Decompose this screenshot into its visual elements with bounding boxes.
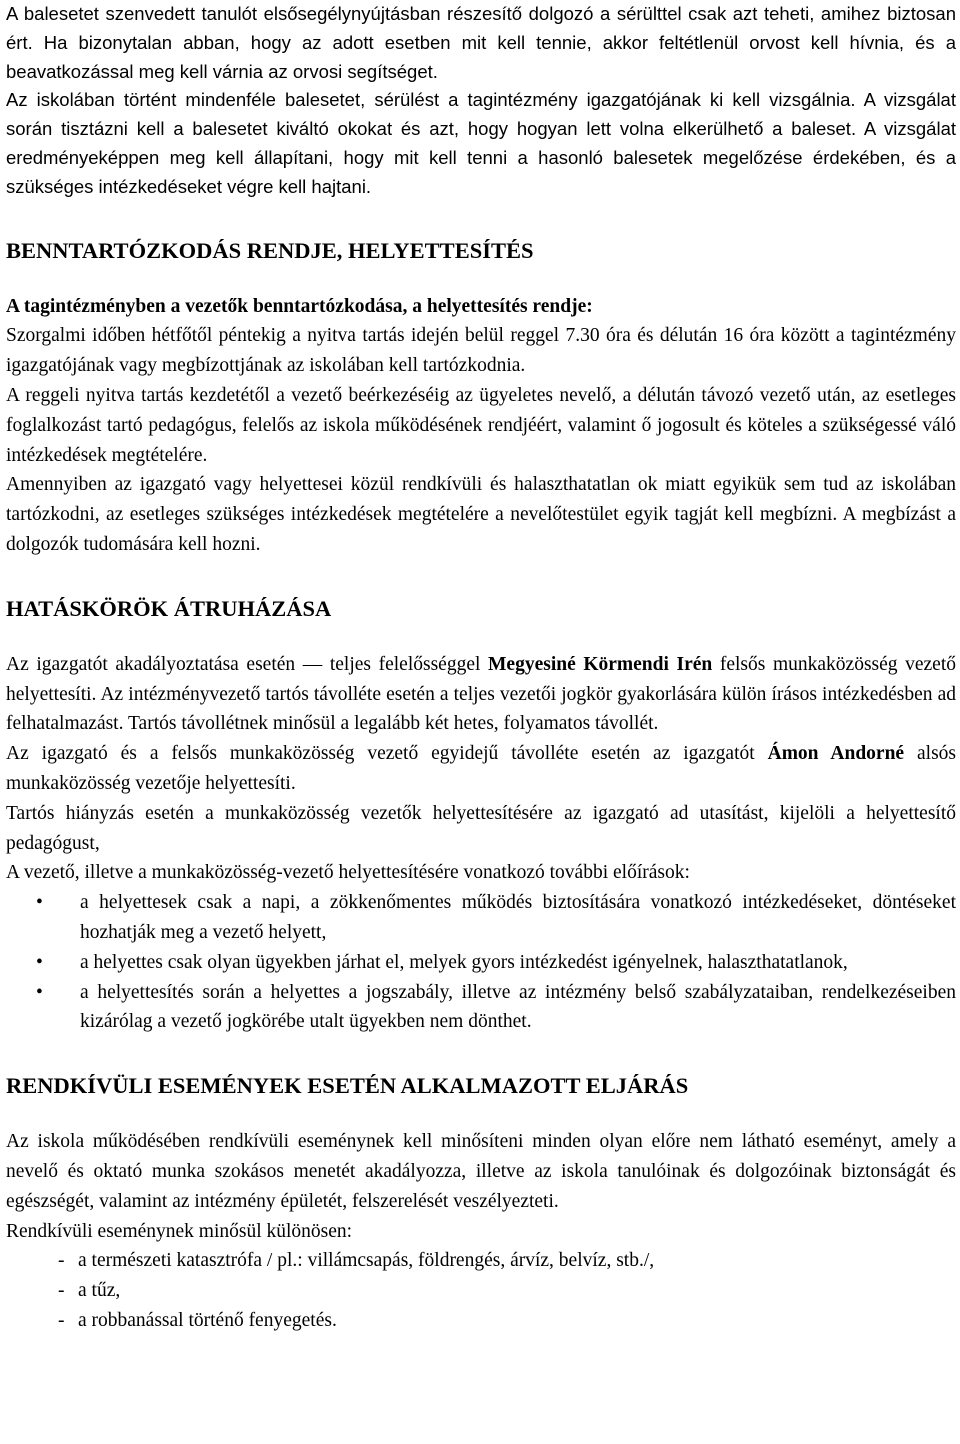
heading-presence: BENNTARTÓZKODÁS RENDJE, HELYETTESÍTÉS xyxy=(6,237,534,263)
bullet-icon: • xyxy=(36,951,43,973)
deputy-name: Megyesiné Körmendi Irén xyxy=(488,653,713,675)
list-item xyxy=(6,978,956,1038)
delegation-p2-after: alsós munkaközösség vezetője helyettesíti. xyxy=(6,743,957,794)
list-item-text: a helyettesítés során a helyettes a jogszabály, illetve az intézmény belső szabályzataiban, rendelkezéseiben kizárólag a vezető jogkörébe utalt ügyekben nem dönthet. xyxy=(80,981,956,1033)
second-deputy-name: Ámon Andorné xyxy=(767,743,905,765)
delegation-paragraph-deputy xyxy=(6,650,956,739)
list-item xyxy=(6,1246,956,1276)
emergency-paragraph-list-intro: Rendkívüli eseménynek minősül különösen: xyxy=(6,1220,353,1242)
intro-section xyxy=(6,0,956,202)
presence-section xyxy=(6,292,956,560)
dash-icon: - xyxy=(58,1309,65,1331)
presence-paragraph-hours: Szorgalmi időben hétfőtől péntekig a nyitva tartás idején belül reggel 7.30 óra és délután 16 óra között a tagintézmény igazgatójának vagy megbízottjának az iskolában kell tartózkodnia. xyxy=(6,325,956,377)
emergency-paragraph-definition: Az iskola működésében rendkívüli eseménynek kell minősíteni minden olyan előre nem látható eseményt, amely a nevelő és oktató munka szokásos menetét akadályozza, illetve az iskola tanulóinak és dolgozóinak biztonságát és egészségét, valamint az intézmény épületét, felszerelését veszélyezteti. xyxy=(6,1131,956,1212)
heading-emergency: RENDKÍVÜLI ESEMÉNYEK ESETÉN ALKALMAZOTT ELJÁRÁS xyxy=(6,1073,689,1099)
presence-subheading: A tagintézményben a vezetők benntartózkodása, a helyettesítés rendje: xyxy=(6,295,593,317)
dash-icon: - xyxy=(58,1280,65,1302)
presence-paragraph-duty: A reggeli nyitva tartás kezdetétől a vezető beérkezéséig az ügyeletes nevelő, a délután távozó vezető után, az esetleges foglalkozást tartó pedagógus, felelős az iskola működésének rendjéért, valamint ő jogosult és köteles a szükségessé váló intézkedések megtételére. xyxy=(6,384,956,466)
delegation-rules-list xyxy=(6,888,956,1037)
dash-icon: - xyxy=(58,1250,65,1272)
presence-paragraph-absence: Amennyiben az igazgató vagy helyettesei közül rendkívüli és halaszthatatlan ok miatt egyikük sem tud az iskolában tartózkodni, az esetleges szükséges intézkedések megtételére a nevelőtestület egyik tagját kell megbízni. A megbízást a dolgozók tudomására kell hozni. xyxy=(6,474,956,555)
delegation-p2-before: Az igazgató és a felsős munkaközösség vezető egyidejű távolléte esetén az igazgatót xyxy=(6,743,768,765)
list-item-text: a tűz, xyxy=(78,1280,121,1302)
document-page xyxy=(6,0,956,1336)
heading-delegation: HATÁSKÖRÖK ÁTRUHÁZÁSA xyxy=(6,595,332,621)
list-item xyxy=(6,948,956,978)
delegation-paragraph-rules-intro: A vezető, illetve a munkaközösség-vezető helyettesítésére vonatkozó további előírások: xyxy=(6,862,690,884)
list-item-text: a természeti katasztrófa / pl.: villámcsapás, földrengés, árvíz, belvíz, stb./, xyxy=(78,1250,655,1272)
list-item xyxy=(6,888,956,948)
list-item xyxy=(6,1306,956,1336)
intro-paragraph-investigation: Az iskolában történt mindenféle balesetet, sérülést a tagintézmény igazgatójának ki kell vizsgálnia. A vizsgálat során tisztázni kell a balesetet kiváltó okokat és azt, hogy hogyan lett volna elkerülhető a baleset. A vizsgálat eredményeképpen meg kell állapítani, hogy mit kell tenni a hasonló balesetek megelőzése érdekében, és a szükséges intézkedéseket végre kell hajtani. xyxy=(6,89,956,197)
delegation-section xyxy=(6,650,956,1037)
list-item-text: a helyettesek csak a napi, a zökkenőmentes működés biztosítására vonatkozó intézkedéseket, döntéseket hozhatják meg a vezető helyett, xyxy=(80,892,956,943)
bullet-icon: • xyxy=(36,981,43,1003)
list-item xyxy=(6,1276,956,1306)
delegation-paragraph-long-absence: Tartós hiányzás esetén a munkaközösség vezetők helyettesítésére az igazgató ad utasítást, kijelöli a helyettesítő pedagógust, xyxy=(6,802,956,854)
delegation-p1-before: Az igazgatót akadályoztatása esetén — teljes felelősséggel xyxy=(6,653,489,675)
bullet-icon: • xyxy=(36,892,43,914)
intro-paragraph-first-aid: A balesetet szenvedett tanulót elsősegélynyújtásban részesítő dolgozó a sérülttel csak azt teheti, amihez biztosan ért. Ha bizonytalan abban, hogy az adott esetben mit kell tennie, akkor feltétlenül orvost kell hívnia, és a beavatkozással meg kell várnia az orvosi segítséget. xyxy=(6,3,956,82)
delegation-p1-after: felsős munkaközösség vezető helyettesíti. Az intézményvezető tartós távolléte esetén a teljes vezetői jogkör gyakorlására külön írásos intézkedésben ad felhatalmazást. Tartós távollétnek minősül a legalább két hetes, folyamatos távollét. xyxy=(6,653,957,735)
list-item-text: a robbanással történő fenyegetés. xyxy=(78,1309,337,1331)
emergency-section xyxy=(6,1127,956,1336)
delegation-paragraph-second-deputy xyxy=(6,739,956,799)
emergency-events-list xyxy=(6,1246,956,1335)
list-item-text: a helyettes csak olyan ügyekben járhat el, melyek gyors intézkedést igényelnek, halaszthatatlanok, xyxy=(80,951,848,973)
